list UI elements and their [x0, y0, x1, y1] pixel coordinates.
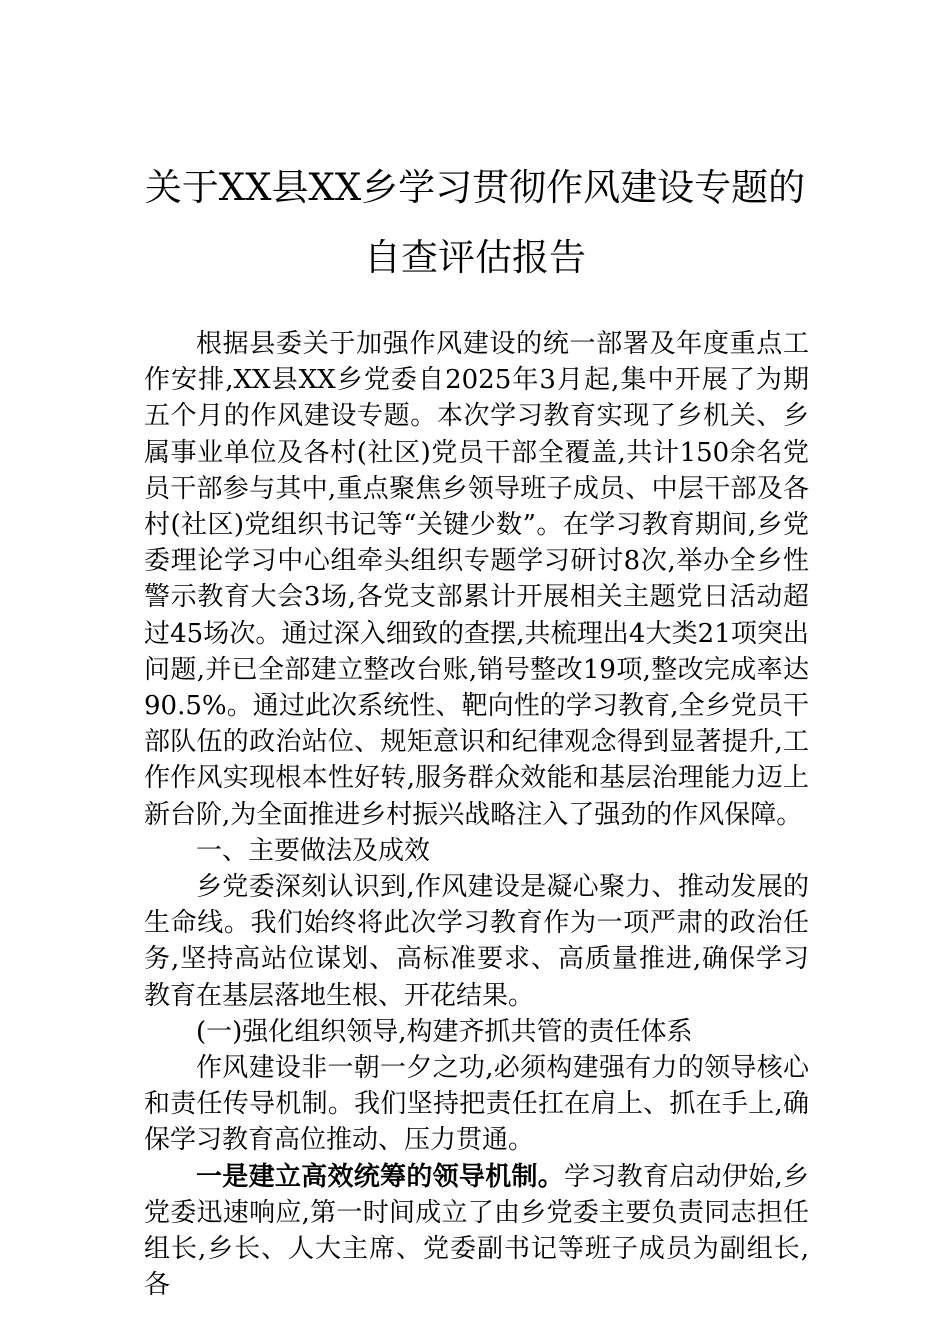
subsection-heading-1: (一)强化组织领导,构建齐抓共管的责任体系	[196, 1016, 693, 1047]
point-one-lead: 一是建立高效统筹的领导机制。	[196, 1161, 565, 1192]
point-one-paragraph	[144, 1159, 809, 1304]
document-title-line-1: 关于XX县XX乡学习贯彻作风建设专题的	[144, 166, 806, 209]
point-one-text: 学习教育启动伊始,乡党委迅速响应,第一时间成立了由乡党委主要负责同志担任组长,乡长、人大主席、党委副书记等班子成员为副组长,各	[144, 1161, 809, 1301]
section-heading-1: 一、主要做法及成效	[196, 835, 431, 866]
document-title-line-2: 自查评估报告	[364, 236, 586, 279]
section-1-paragraph: 乡党委深刻认识到,作风建设是凝心聚力、推动发展的生命线。我们始终将此次学习教育作为一项严肃的政治任务,坚持高站位谋划、高标准要求、高质量推进,确保学习教育在基层落地生根、开花结果。	[144, 872, 809, 1011]
subsection-1-paragraph: 作风建设非一朝一夕之功,必须构建强有力的领导核心和责任传导机制。我们坚持把责任扛在肩上、抓在手上,确保学习教育高位推动、压力贯通。	[144, 1053, 809, 1156]
intro-paragraph: 根据县委关于加强作风建设的统一部署及年度重点工作安排,XX县XX乡党委自2025年3月起,集中开展了为期五个月的作风建设专题。本次学习教育实现了乡机关、乡属事业单位及各村(社区)党员干部全覆盖,共计150余名党员干部参与其中,重点聚焦乡领导班子成员、中层干部及各村(社区)党组织书记等“关键少数”。在学习教育期间,乡党委理论学习中心组牵头组织专题学习研讨8次,举办全乡性警示教育大会3场,各党支部累计开展相关主题党日活动超过45场次。通过深入细致的查摆,共梳理出4大类21项突出问题,并已全部建立整改台账,销号整改19项,整改完成率达90.5%。通过此次系统性、靶向性的学习教育,全乡党员干部队伍的政治站位、规矩意识和纪律观念得到显著提升,工作作风实现根本性好转,服务群众效能和基层治理能力迈上新台阶,为全面推进乡村振兴战略注入了强劲的作风保障。	[144, 329, 809, 830]
document-body	[144, 326, 809, 1303]
